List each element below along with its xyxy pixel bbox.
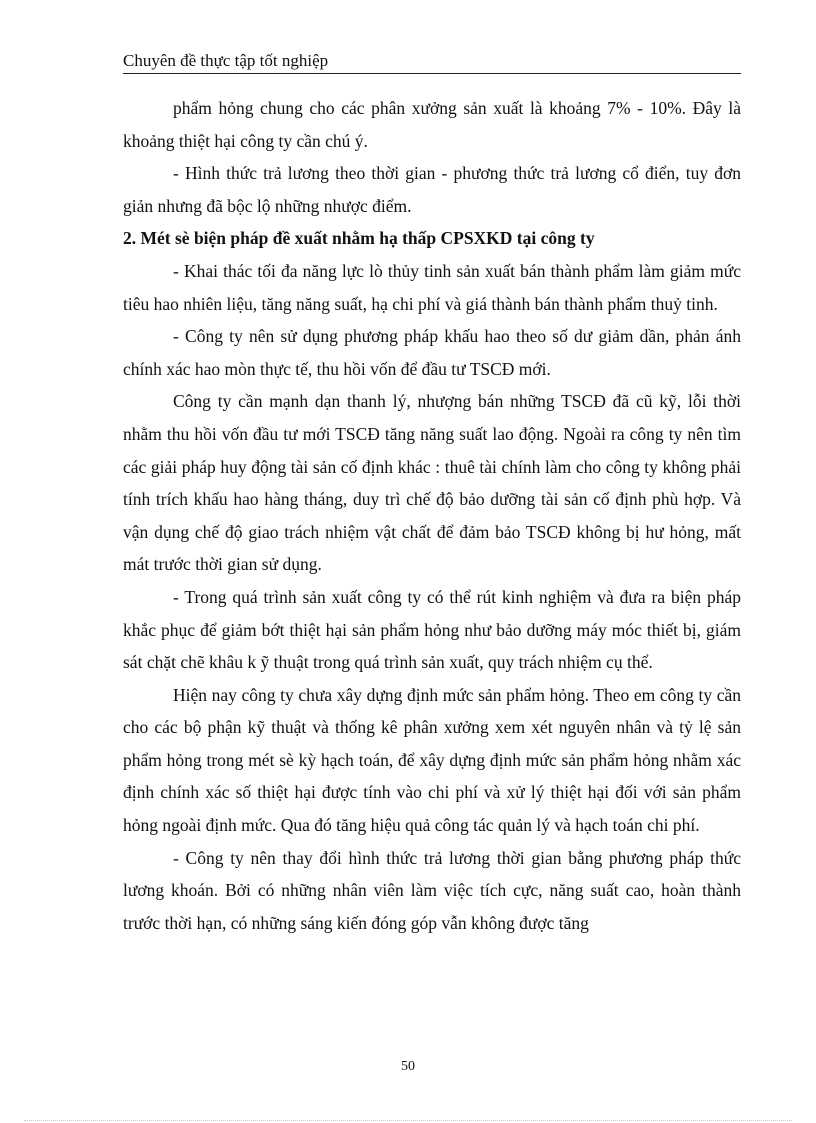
paragraph: - Công ty nên sử dụng phương pháp khấu hao theo số dư giảm dần, phản ánh chính xác hao mòn thực tế, thu hồi vốn để đầu tư TSCĐ mới. — [123, 326, 741, 379]
paragraph: - Công ty nên thay đổi hình thức trả lương thời gian bằng phương pháp thức lương khoán. Bởi có những nhân viên làm việc tích cực, năng suất cao, hoàn thành trước thời hạn, có những sáng kiến đóng góp vẫn không được tăng — [123, 847, 741, 933]
page-header — [123, 50, 741, 74]
section-heading: 2. Mét sè biện pháp đề xuất nhằm hạ thấp CPSXKD tại công ty — [123, 228, 595, 249]
page-edge-divider — [24, 1120, 792, 1121]
paragraph: Hiện nay công ty chưa xây dựng định mức sản phẩm hỏng. Theo em công ty cần cho các bộ phận kỹ thuật và thống kê phân xưởng xem xét nguyên nhân và tỷ lệ sản phẩm hỏng trong mét sè kỳ hạch toán, để xây dựng định mức sản phẩm hỏng nhằm xác định chính xác số thiệt hại được tính vào chi phí và xử lý thiệt hại đối với sản phẩm hỏng ngoài định mức. Qua đó tăng hiệu quả công tác quản lý và hạch toán chi phí. — [123, 684, 741, 836]
paragraph: - Trong quá trình sản xuất công ty có thể rút kinh nghiệm và đưa ra biện pháp khắc phục để giảm bớt thiệt hại sản phẩm hỏng như bảo dưỡng máy móc thiết bị, giám sát chặt chẽ khâu k ỹ thuật trong quá trình sản xuất, quy trách nhiệm cụ thể. — [123, 586, 741, 673]
document-body — [123, 92, 741, 939]
page-number: 50 — [401, 1059, 415, 1074]
paragraph: - Khai thác tối đa năng lực lò thủy tinh sản xuất bán thành phẩm làm giảm mức tiêu hao nhiên liệu, tăng năng suất, hạ chi phí và giá thành bán thành phẩm thuỷ tinh. — [123, 260, 741, 314]
header-title: Chuyên đề thực tập tốt nghiệp — [123, 51, 329, 70]
paragraph: phẩm hỏng chung cho các phân xưởng sản xuất là khoảng 7% - 10%. Đây là khoảng thiệt hại công ty cần chú ý. — [123, 98, 741, 151]
paragraph: - Hình thức trả lương theo thời gian - phương thức trả lương cổ điển, tuy đơn giản nhưng đã bộc lộ những nhược điểm. — [123, 163, 741, 216]
paragraph: Công ty cần mạnh dạn thanh lý, nhượng bán những TSCĐ đã cũ kỹ, lỗi thời nhằm thu hồi vốn đầu tư mới TSCĐ tăng năng suất lao động. Ngoài ra công ty nên tìm các giải pháp huy động tài sản cố định khác : thuê tài chính làm cho công ty không phải tính trích khấu hao hàng tháng, duy trì chế độ bảo dưỡng tài sản cố định phù hợp. Và vận dụng chế độ giao trách nhiệm vật chất để đảm bảo TSCĐ không bị hư hỏng, mất mát trước thời gian sử dụng. — [123, 391, 741, 575]
